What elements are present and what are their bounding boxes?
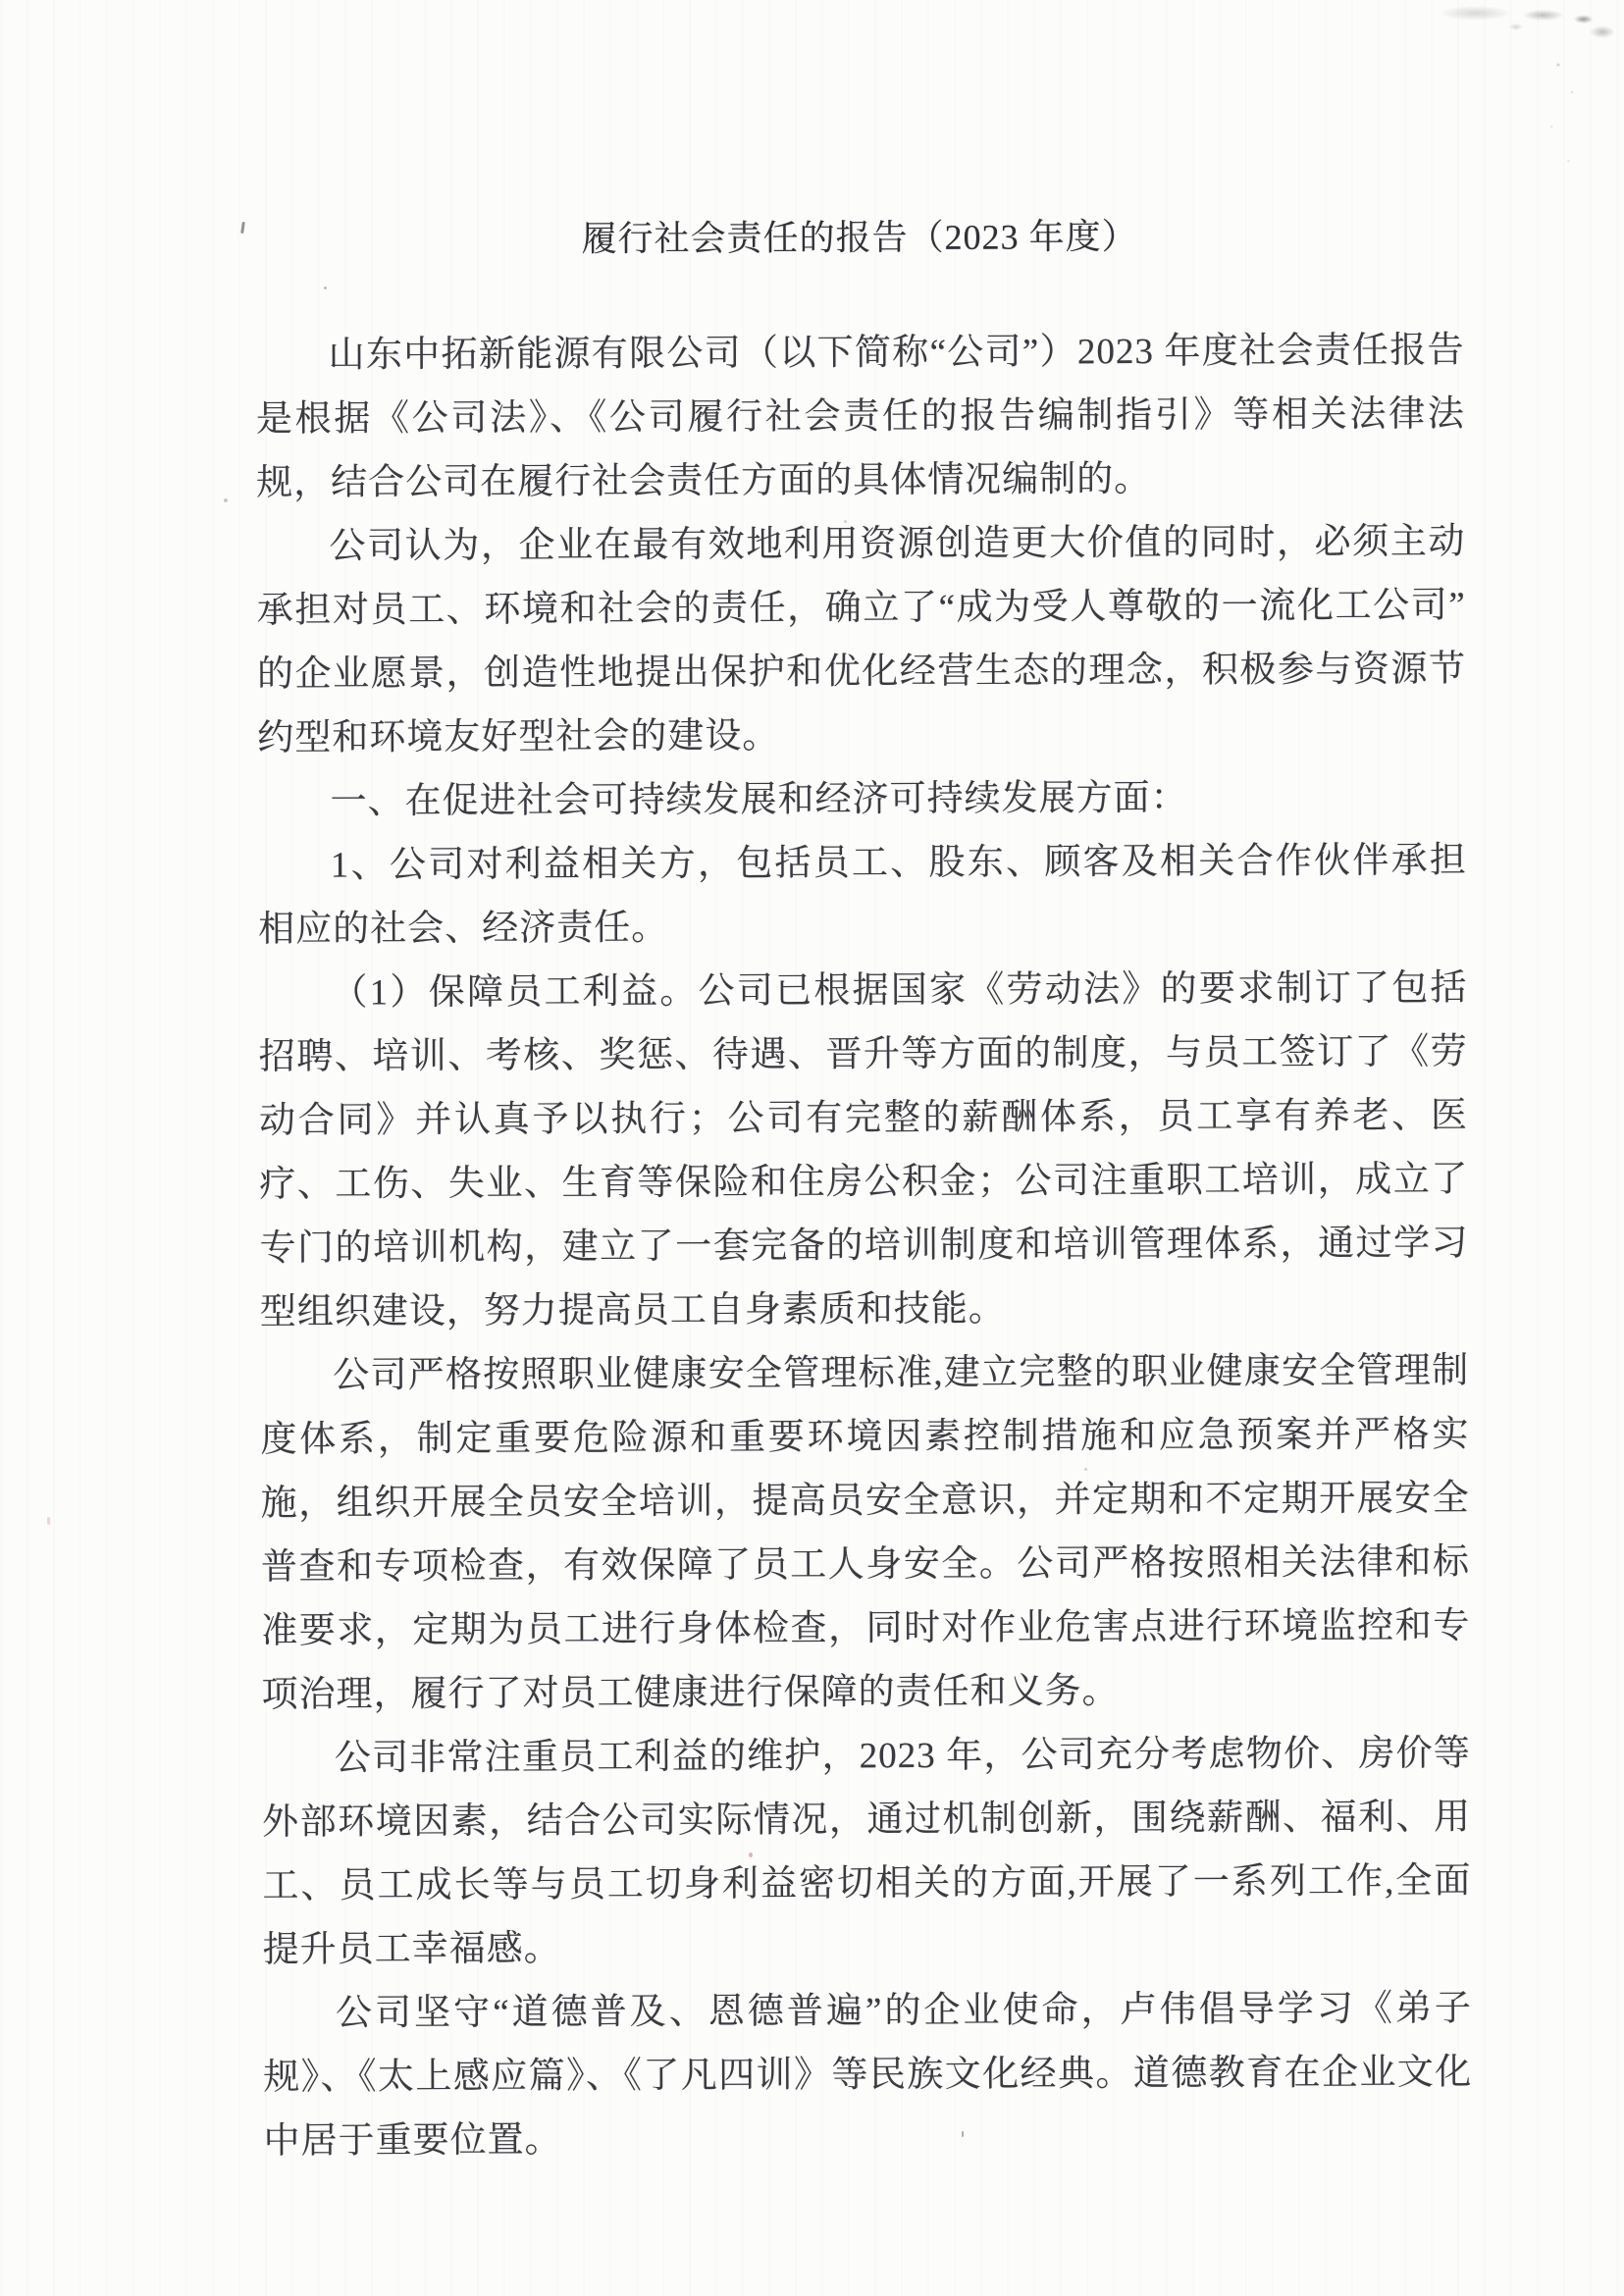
paragraph-intro: 山东中拓新能源有限公司（以下简称“公司”）2023 年度社会责任报告是根据《公司法》、《公司履行社会责任的报告编制指引》等相关法律法规，结合公司在履行社会责任方面的具体情况编制的。: [255, 330, 1465, 503]
paragraph-employee-welfare: 公司非常注重员工利益的维护，2023 年，公司充分考虑物价、房价等外部环境因素，结合公司实际情况，通过机制创新，围绕薪酬、福利、用工、员工成长等与员工切身利益密切相关的方面,开展了一系列工作,全面提升员工幸福感。: [262, 1733, 1472, 1970]
report-body: [255, 213, 1473, 2173]
scan-noise-speckles: [1531, 51, 1599, 188]
scan-speck: [224, 498, 228, 502]
scan-speck: [47, 1517, 50, 1525]
report-title: 履行社会责任的报告（2023 年度）: [581, 217, 1138, 259]
scan-speck: [240, 222, 245, 234]
paragraph-stakeholders: 1、公司对利益相关方，包括员工、股东、顾客及相关合作伙伴承担相应的社会、经济责任。: [258, 840, 1467, 950]
scan-noise-top-right: [1354, 4, 1624, 55]
paragraph-culture: 公司坚守“道德普及、恩德普遍”的企业使命，卢伟倡导学习《弟子规》、《太上感应篇》、《了凡四训》等民族文化经典。道德教育在企业文化中居于重要位置。: [263, 1988, 1473, 2162]
paragraph-health-safety: 公司严格按照职业健康安全管理标准,建立完整的职业健康安全管理制度体系，制定重要危险源和重要环境因素控制措施和应急预案并严格实施，组织开展全员安全培训，提高员安全意识，并定期和不定期开展安全普查和专项检查，有效保障了员工人身安全。公司严格按照相关法律和标准要求，定期为员工进行身体检查，同时对作业危害点进行环境监控和专项治理，履行了对员工健康进行保障的责任和义务。: [260, 1350, 1471, 1715]
paragraph-company-view: 公司认为，企业在最有效地利用资源创造更大价值的同时，必须主动承担对员工、环境和社会的责任，确立了“成为受人尊敬的一流化工公司”的企业愿景，创造性地提出保护和优化经营生态的理念，积极参与资源节约型和环境友好型社会的建设。: [256, 521, 1467, 758]
paragraph-employee-benefits: （1）保障员工利益。公司已根据国家《劳动法》的要求制订了包括招聘、培训、考核、奖惩、待遇、晋升等方面的制度，与员工签订了《劳动合同》并认真予以执行；公司有完整的薪酬体系，员工享有养老、医疗、工伤、失业、生育等保险和住房公积金；公司注重职工培训，成立了专门的培训机构，建立了一套完备的培训制度和培训管理体系，通过学习型组织建设，努力提高员工自身素质和技能。: [258, 967, 1469, 1332]
section-heading-1: 一、在促进社会可持续发展和经济可持续发展方面：: [330, 777, 1188, 822]
